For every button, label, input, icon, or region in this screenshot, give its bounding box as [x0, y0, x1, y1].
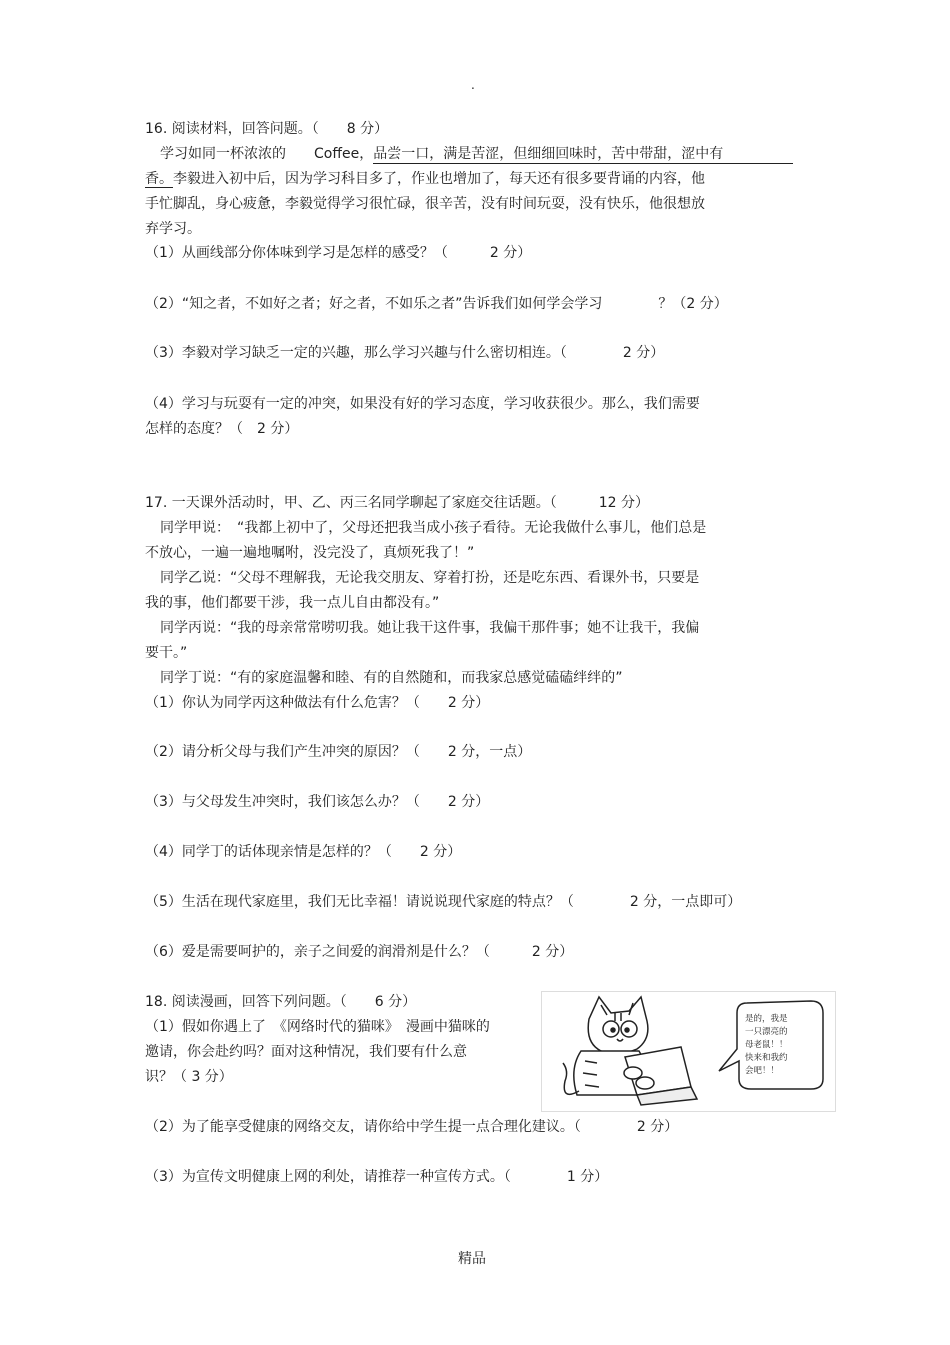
- q17-yi-line1: 同学乙说：“父母不理解我，无论我交朋友、穿着打扮，还是吃东西、看课外书，只要是: [160, 570, 700, 586]
- q17-ding: 同学丁说：“有的家庭温馨和睦、有的自然随和，而我家总感觉磕磕绊绊的”: [160, 670, 623, 686]
- q16-para-line4: 弃学习。: [145, 221, 201, 237]
- q18-sub1-line3: 识？（ 3 分）: [145, 1069, 233, 1085]
- q17-title: 17. 一天课外活动时，甲、乙、丙三名同学聊起了家庭交往话题。（ 12 分）: [145, 495, 649, 511]
- bubble-line-5: 会吧！！: [745, 1066, 780, 1076]
- q16-sub4-line1: （4）学习与玩耍有一定的冲突，如果没有好的学习态度，学习收获很少。那么，我们需要: [145, 396, 700, 412]
- q18-sub1-line1: （1）假如你遇上了 《网络时代的猫咪》 漫画中猫咪的: [145, 1019, 490, 1035]
- q16-underlined-text-end: 香。: [145, 171, 173, 187]
- bubble-line-3: 母老鼠！！: [745, 1040, 788, 1050]
- q17-sub1: （1）你认为同学丙这种做法有什么危害？（ 2 分）: [145, 695, 490, 711]
- cartoon-cat-image: [541, 991, 836, 1112]
- q16-sub3: （3）李毅对学习缺乏一定的兴趣，那么学习兴趣与什么密切相连。（ 2 分）: [145, 345, 665, 361]
- bubble-line-4: 快来和我约: [745, 1053, 788, 1063]
- q16-para-line2-b: 李毅进入初中后，因为学习科目多了，作业也增加了，每天还有很多要背诵的内容，他: [173, 171, 705, 187]
- q18-sub2: （2）为了能享受健康的网络交友，请你给中学生提一点合理化建议。（ 2 分）: [145, 1119, 679, 1135]
- q17-sub6: （6）爱是需要呵护的，亲子之间爱的润滑剂是什么？（ 2 分）: [145, 944, 574, 960]
- q16-sub4-line2: 怎样的态度？（ 2 分）: [145, 421, 299, 437]
- q16-para-line1-a: 学习如同一杯浓浓的 Coffee，: [160, 146, 374, 162]
- header-dot: .: [471, 78, 475, 92]
- q18-sub3: （3）为宣传文明健康上网的利处，请推荐一种宣传方式。（ 1 分）: [145, 1169, 609, 1185]
- q17-jia-line1: 同学甲说： “我都上初中了，父母还把我当成小孩子看待。无论我做什么事儿，他们总是: [160, 520, 707, 536]
- q17-bing-line2: 要干。”: [145, 645, 188, 661]
- q16-sub2: （2）“知之者，不如好之者；好之者，不如乐之者”告诉我们如何学会学习 ？（2 分）: [145, 296, 728, 312]
- q17-yi-line2: 我的事，他们都要干涉，我一点儿自由都没有。”: [145, 595, 440, 611]
- q18-sub1-line2: 邀请，你会赴约吗？面对这种情况，我们要有什么意: [145, 1044, 467, 1060]
- q17-sub3: （3）与父母发生冲突时，我们该怎么办？（ 2 分）: [145, 794, 490, 810]
- page-footer: 精品: [458, 1251, 486, 1267]
- bubble-line-1: 是的，我是: [745, 1014, 788, 1024]
- q18-title: 18. 阅读漫画，回答下列问题。（ 6 分）: [145, 994, 417, 1010]
- q17-jia-line2: 不放心，一遍一遍地嘱咐，没完没了，真烦死我了！”: [145, 545, 475, 561]
- q16-sub1: （1）从画线部分你体味到学习是怎样的感受？（ 2 分）: [145, 245, 532, 261]
- q16-underlined-text: 品尝一口，满是苦涩，但细细回味时，苦中带甜，涩中有: [373, 145, 793, 164]
- q17-sub2: （2）请分析父母与我们产生冲突的原因？（ 2 分，一点）: [145, 744, 532, 760]
- bubble-line-2: 一只漂亮的: [745, 1027, 788, 1037]
- q17-bing-line1: 同学丙说：“我的母亲常常唠叨我。她让我干这件事，我偏干那件事；她不让我干，我偏: [160, 620, 700, 636]
- q16-title: 16. 阅读材料，回答问题。（ 8 分）: [145, 121, 389, 137]
- q16-para-line3: 手忙脚乱，身心疲惫，李毅觉得学习很忙碌，很辛苦，没有时间玩耍，没有快乐，他很想放: [145, 196, 705, 212]
- q17-sub5: （5）生活在现代家庭里，我们无比幸福！请说说现代家庭的特点？（ 2 分，一点即可）: [145, 894, 742, 910]
- q16-para-line1: [160, 145, 793, 164]
- q16-para-line2: [145, 170, 705, 188]
- q17-sub4: （4）同学丁的话体现亲情是怎样的？（ 2 分）: [145, 844, 462, 860]
